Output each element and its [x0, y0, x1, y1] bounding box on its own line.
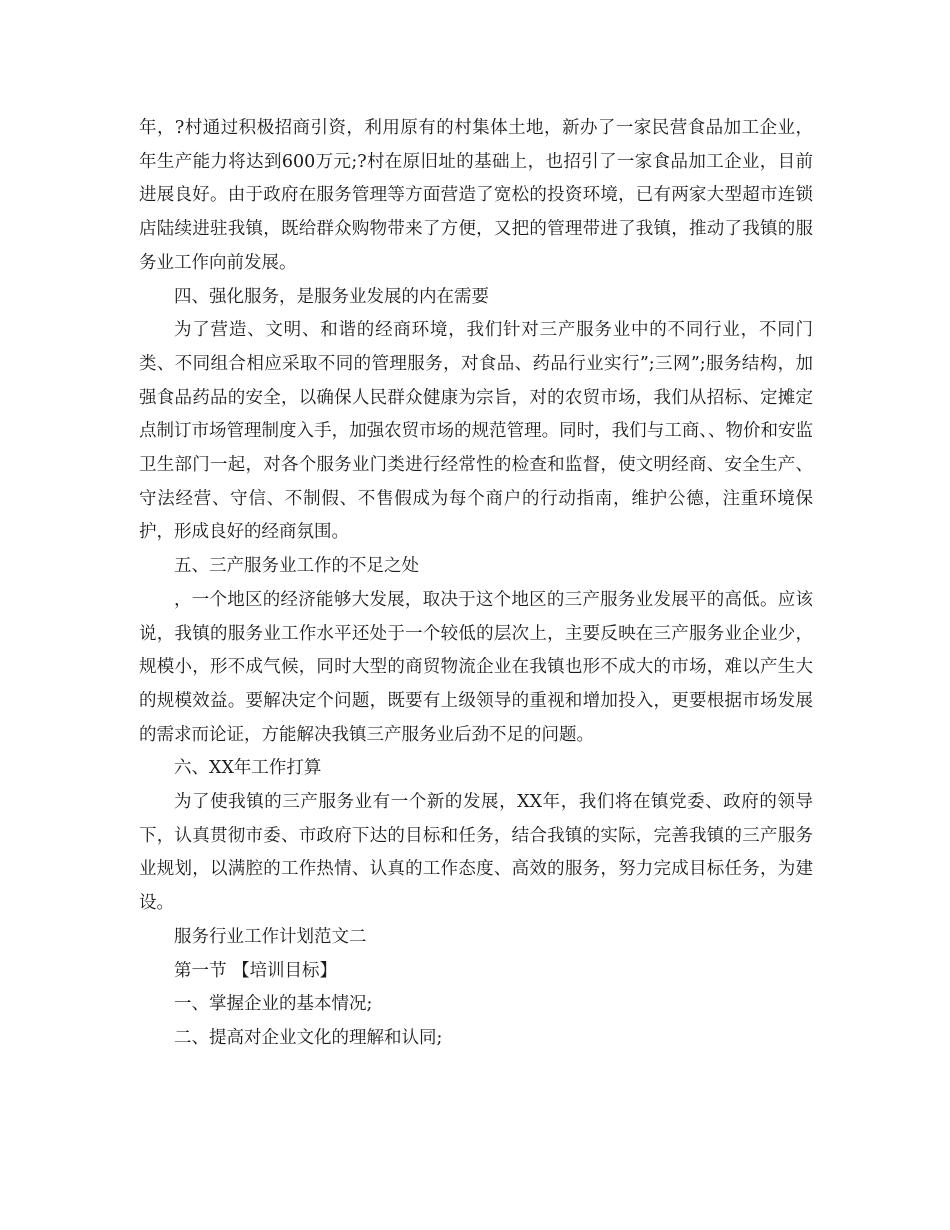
paragraph-3: ，一个地区的经济能够大发展，取决于这个地区的三产服务业发展平的高低。应该说，我镇的服务业工作水平还处于一个较低的层次上，主要反映在三产服务业企业少，规模小，形不成气候，同时大型的商贸物流企业在我镇也形不成大的市场，难以产生大的规模效益。要解决定个问题，既要有上级领导的重视和增加投入，更要根据市场发展的需求而论证，方能解决我镇三产服务业后劲不足的问题。	[139, 589, 813, 745]
section-heading-5: 五、三产服务业工作的不足之处	[174, 556, 419, 577]
list-item-2: 二、提高对企业文化的理解和认同;	[174, 1027, 443, 1048]
paragraph-1: 年，?村通过积极招商引资，利用原有的村集体土地，新办了一家民营食品加工企业，年生产能力将达到600万元;?村在原旧址的基础上，也招引了一家食品加工企业，目前进展良好。由于政府在服务管理等方面营造了宽松的投资环境，已有两家大型超市连锁店陆续进驻我镇，既给群众购物带来了方便，又把的管理带进了我镇，推动了我镇的服务业工作向前发展。	[139, 118, 813, 273]
section-title: 第一节 【培训目标】	[174, 960, 338, 981]
paragraph-2: 为了营造、文明、和谐的经商环境，我们针对三产服务业中的不同行业，不同门类、不同组合相应采取不同的管理服务，对食品、药品行业实行”;三网”;服务结构，加强食品药品的安全，以确保人民群众健康为宗旨，对的农贸市场，我们从招标、定摊定点制订市场管理制度入手，加强农贸市场的规范管理。同时，我们与工商、、物价和安监卫生部门一起，对各个服务业门类进行经常性的检查和监督，使文明经商、安全生产、守法经营、守信、不制假、不售假成为每个商户的行动指南，维护公德，注重环境保护，形成良好的经商氛围。	[139, 320, 813, 543]
list-item-1: 一、掌握企业的基本情况;	[174, 994, 373, 1015]
section-heading-6: 六、XX年工作打算	[174, 758, 322, 779]
document-body	[139, 112, 813, 1056]
document-subtitle: 服务行业工作计划范文二	[174, 926, 367, 947]
section-heading-4: 四、强化服务，是服务业发展的内在需要	[174, 286, 489, 307]
paragraph-4: 为了使我镇的三产服务业有一个新的发展，XX年，我们将在镇党委、政府的领导下，认真贯彻市委、市政府下达的目标和任务，结合我镇的实际，完善我镇的三产服务业规划，以满腔的工作热情、认真的工作态度、高效的服务，努力完成目标任务，为建设。	[139, 792, 813, 914]
